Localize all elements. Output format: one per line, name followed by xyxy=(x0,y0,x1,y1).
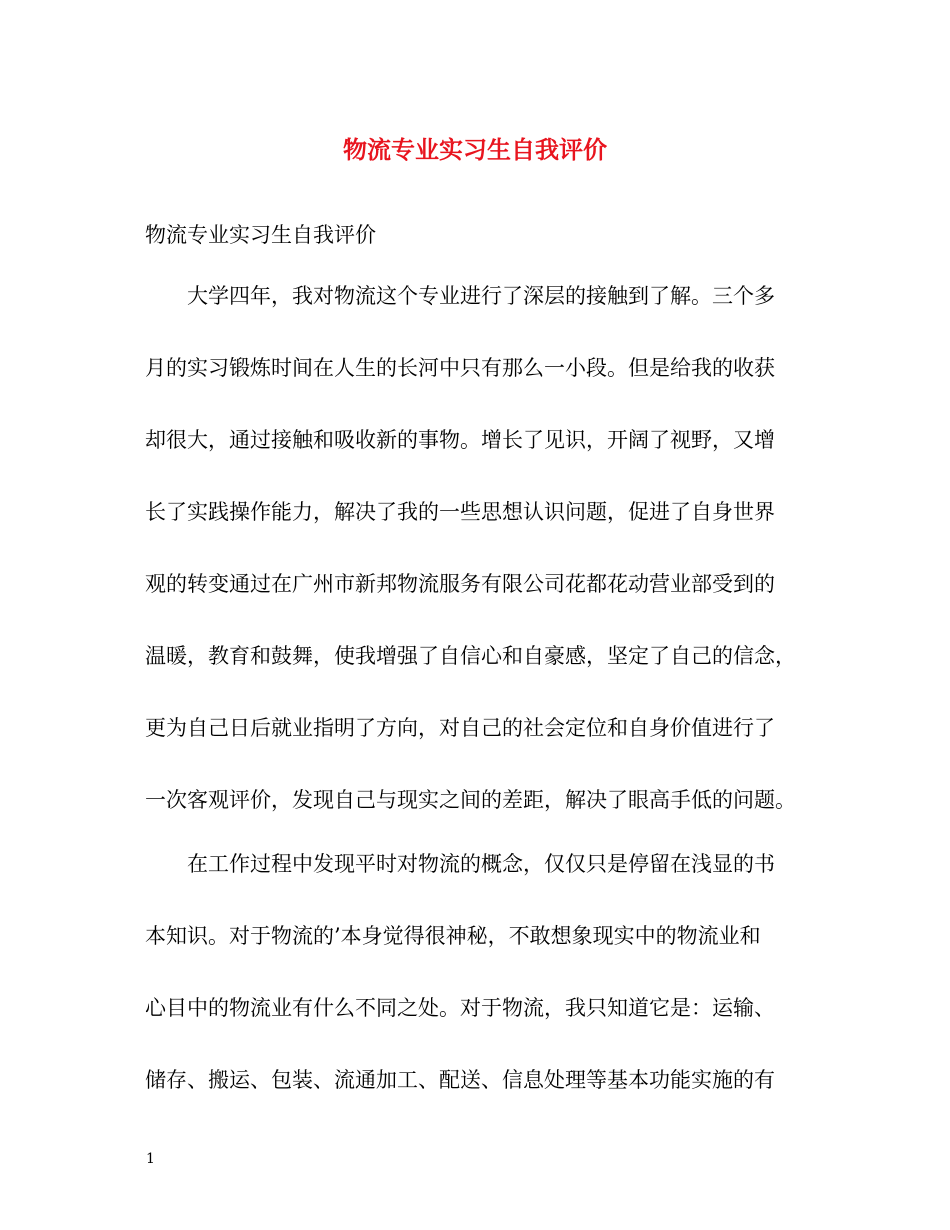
paragraph-line: 在工作过程中发现平时对物流的概念，仅仅只是停留在浅显的书 xyxy=(187,852,775,876)
paragraph-line: 心目中的物流业有什么不同之处。对于物流，我只知道它是：运输、 xyxy=(145,996,775,1020)
paragraph-line: 却很大，通过接触和吸收新的事物。增长了见识，开阔了视野，又增 xyxy=(145,428,775,452)
document-subtitle: 物流专业实习生自我评价 xyxy=(145,223,376,247)
paragraph-line: 本知识。对于物流的’本身觉得很神秘，不敢想象现实中的物流业和 xyxy=(145,924,761,948)
paragraph-line: 更为自己日后就业指明了方向，对自己的社会定位和自身价值进行了 xyxy=(145,716,775,740)
paragraph-line: 月的实习锻炼时间在人生的长河中只有那么一小段。但是给我的收获 xyxy=(145,356,775,380)
paragraph-line: 观的转变通过在广州市新邦物流服务有限公司花都花动营业部受到的 xyxy=(145,572,775,596)
paragraph-line: 一次客观评价，发现自己与现实之间的差距，解决了眼高手低的问题。 xyxy=(145,788,796,812)
document-title: 物流专业实习生自我评价 xyxy=(343,135,607,164)
paragraph-line: 储存、搬运、包装、流通加工、配送、信息处理等基本功能实施的有 xyxy=(145,1068,775,1092)
page-number: 1 xyxy=(146,1151,155,1167)
paragraph-line: 温暖，教育和鼓舞，使我增强了自信心和自豪感，坚定了自己的信念， xyxy=(145,644,796,668)
paragraph-line: 大学四年，我对物流这个专业进行了深层的接触到了解。三个多 xyxy=(187,284,775,308)
paragraph-line: 长了实践操作能力，解决了我的一些思想认识问题，促进了自身世界 xyxy=(145,500,775,524)
